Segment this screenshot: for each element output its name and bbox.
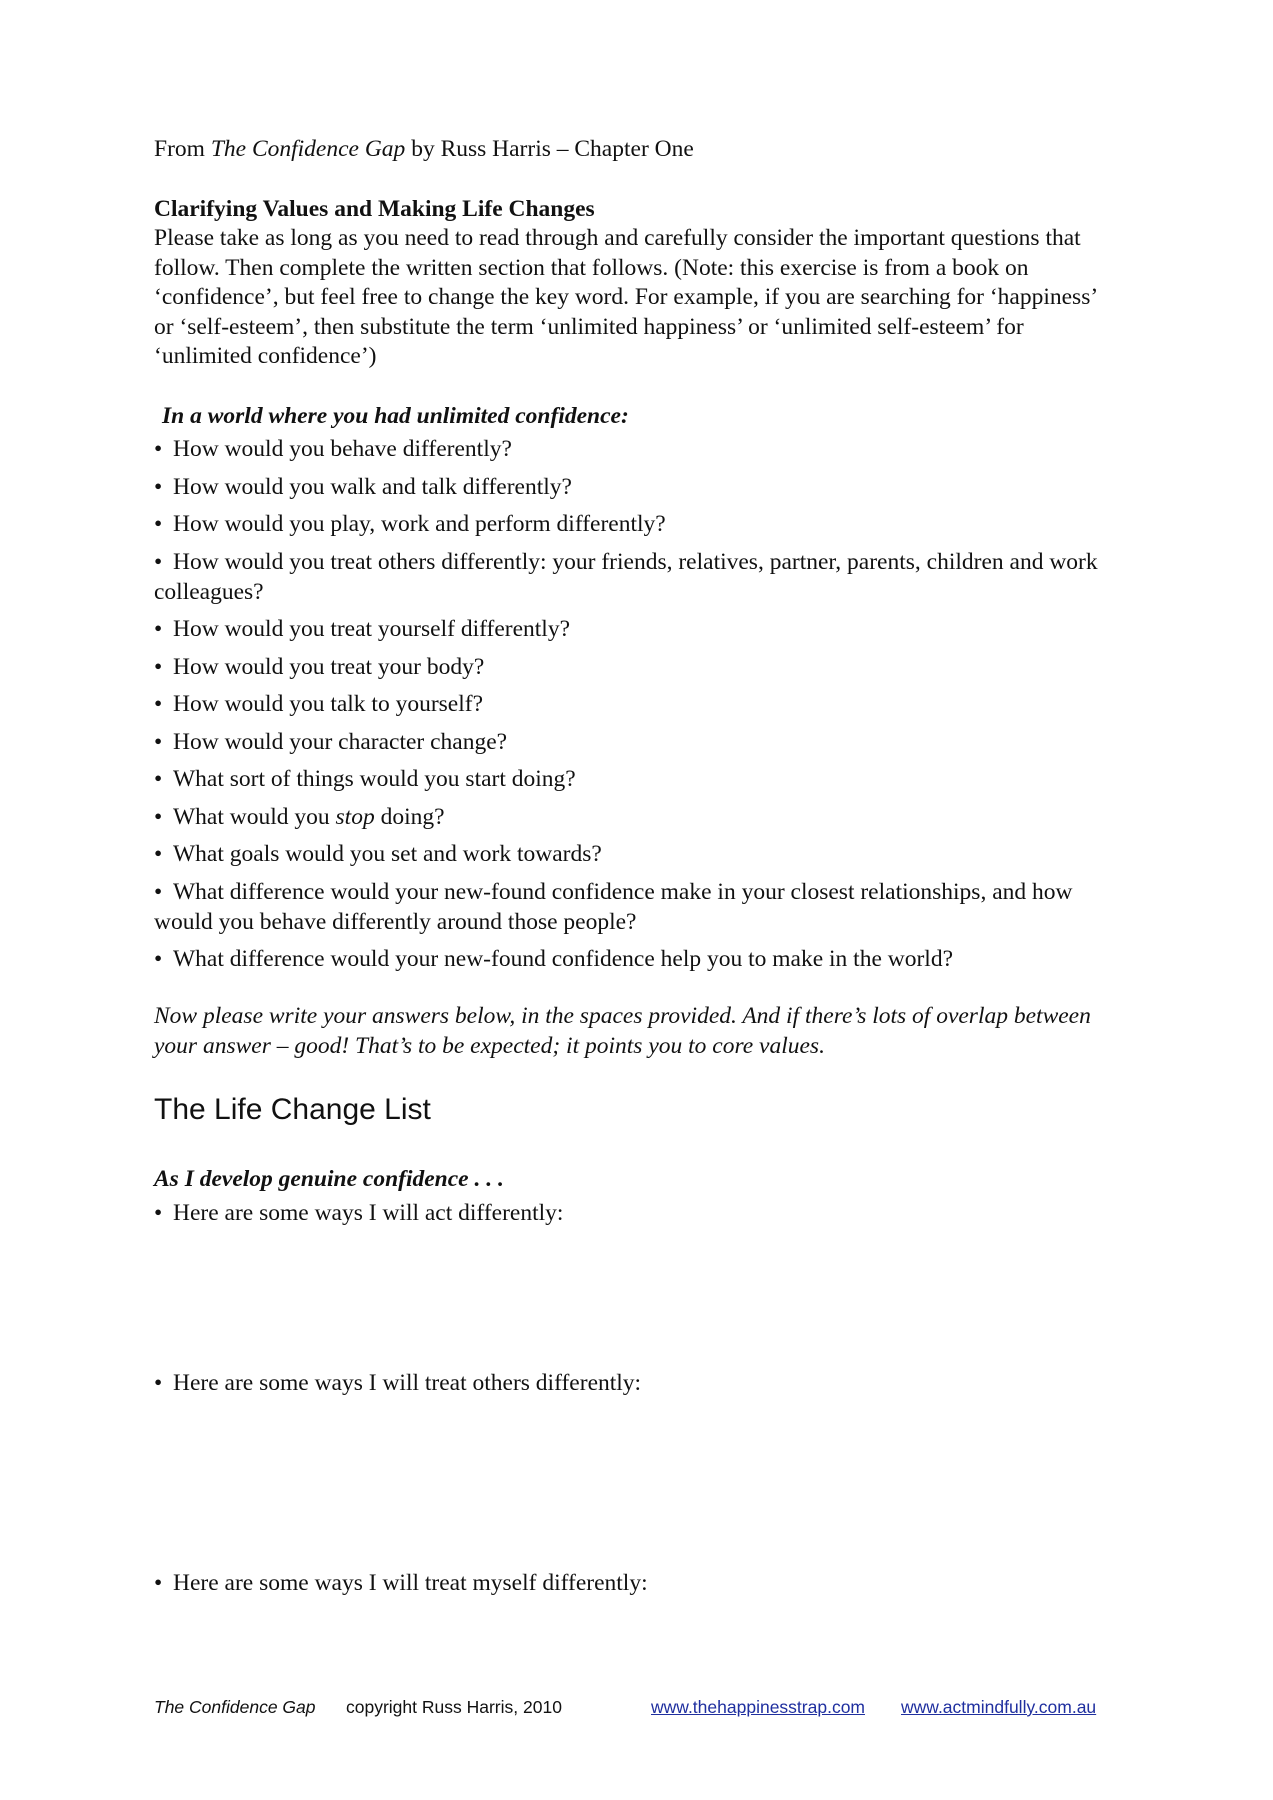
question-item: • How would you walk and talk differently? bbox=[154, 473, 572, 500]
question-list bbox=[154, 434, 1114, 982]
question-item: • How would you treat others differently: your friends, relatives, partner, parents, children and work colleagues? bbox=[154, 548, 1098, 605]
question-item: • What would you stop doing? bbox=[154, 803, 445, 830]
prompt-treat-myself: • Here are some ways I will treat myself differently: bbox=[154, 1569, 648, 1599]
source-suffix: by Russ Harris – Chapter One bbox=[405, 136, 694, 162]
prompt-treat-others: • Here are some ways I will treat others differently: bbox=[154, 1369, 641, 1399]
question-item: • What difference would your new-found confidence make in your closest relationships, and how would you behave differently around those people? bbox=[154, 878, 1073, 935]
source-line bbox=[154, 135, 694, 165]
bullet-icon: • bbox=[154, 878, 163, 905]
bullet-icon: • bbox=[154, 653, 163, 680]
bullet-icon: • bbox=[154, 616, 163, 642]
question-item: • How would you talk to yourself? bbox=[154, 691, 484, 717]
bullet-icon: • bbox=[154, 1370, 163, 1396]
source-prefix: From bbox=[154, 136, 211, 162]
bullet-icon: • bbox=[154, 766, 163, 792]
bullet-icon: • bbox=[154, 473, 163, 500]
instructions: Now please write your answers below, in the spaces provided. And if there’s lots of overlap between your answer – good! That’s to be expected; it points you to core values. bbox=[154, 1003, 1091, 1059]
question-item: • How would you behave differently? bbox=[154, 436, 512, 462]
footer-link-act-mindfully[interactable]: www.actmindfully.com.au bbox=[901, 1697, 1097, 1717]
question-item: • What sort of things would you start doing? bbox=[154, 766, 576, 792]
source-book-title: The Confidence Gap bbox=[210, 136, 406, 162]
section-heading: Clarifying Values and Making Life Changes bbox=[154, 196, 595, 222]
footer-book-title: The Confidence Gap bbox=[154, 1697, 316, 1717]
bullet-icon: • bbox=[154, 803, 163, 830]
list-title: The Life Change List bbox=[154, 1093, 431, 1126]
footer-link-happiness-trap[interactable]: www.thehappinesstrap.com bbox=[651, 1697, 865, 1717]
question-item: • How would you play, work and perform differently? bbox=[154, 511, 666, 537]
footer-copyright: copyright Russ Harris, 2010 bbox=[346, 1697, 562, 1717]
bullet-icon: • bbox=[154, 1570, 163, 1596]
question-item: • What goals would you set and work towards? bbox=[154, 841, 602, 867]
bullet-icon: • bbox=[154, 946, 163, 972]
bullet-icon: • bbox=[154, 511, 163, 537]
bullet-icon: • bbox=[154, 841, 163, 867]
question-item: • How would you treat yourself differently? bbox=[154, 616, 570, 642]
document-page bbox=[154, 0, 1124, 1800]
bullet-icon: • bbox=[154, 1200, 163, 1226]
world-heading: In a world where you had unlimited confidence: bbox=[162, 403, 629, 429]
develop-heading: As I develop genuine confidence . . . bbox=[154, 1166, 504, 1192]
intro-paragraph: Please take as long as you need to read through and carefully consider the important questions that follow. Then complete the written section that follows. (Note: this exercise is from a book on ‘confidence’, but feel free to change the key word. For example, if you are searching for ‘happiness’ or ‘self-esteem’, then substitute the term ‘unlimited happiness’ or ‘unlimited self-esteem’ for ‘unlimited confidence’) bbox=[154, 225, 1097, 369]
bullet-icon: • bbox=[154, 691, 163, 717]
question-item: • How would you treat your body? bbox=[154, 653, 485, 680]
prompt-act-differently: • Here are some ways I will act differently: bbox=[154, 1199, 563, 1229]
question-item: • How would your character change? bbox=[154, 728, 508, 755]
bullet-icon: • bbox=[154, 436, 163, 462]
stop-emphasis: stop bbox=[335, 803, 375, 830]
question-item: • What difference would your new-found confidence help you to make in the world? bbox=[154, 946, 954, 972]
bullet-icon: • bbox=[154, 728, 163, 755]
page-footer bbox=[154, 1695, 1124, 1721]
bullet-icon: • bbox=[154, 548, 163, 575]
